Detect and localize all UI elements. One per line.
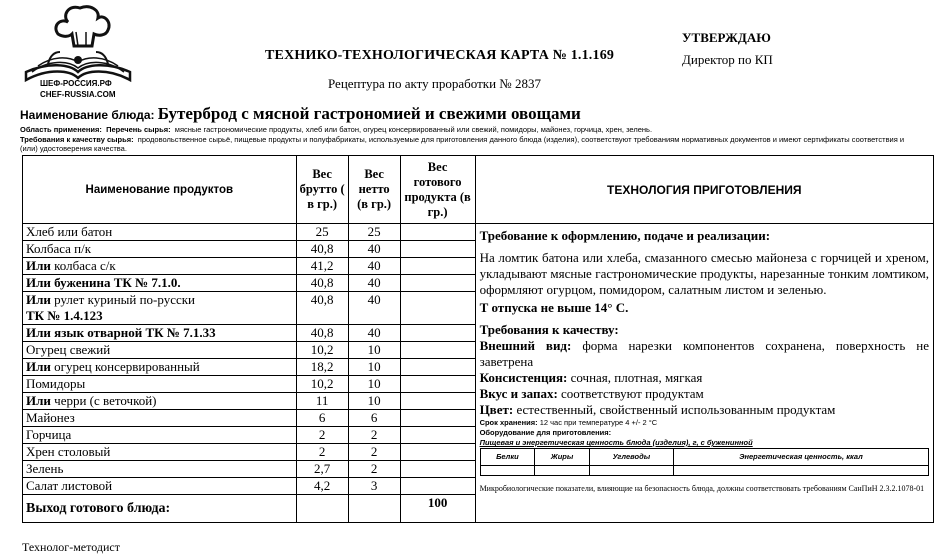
weight-gross: 4,2	[296, 478, 348, 495]
weight-net: 6	[348, 410, 400, 427]
weight-ready	[400, 478, 475, 495]
weight-gross: 41,2	[296, 258, 348, 275]
nutrition-table	[480, 448, 929, 476]
product-name	[23, 444, 297, 461]
weight-gross: 6	[296, 410, 348, 427]
col-name-header: Наименование продуктов	[23, 156, 297, 224]
weight-ready	[400, 427, 475, 444]
consistency-line	[480, 370, 929, 386]
color-line	[480, 402, 929, 418]
product-label: рулет куриный по-русски	[50, 292, 196, 307]
weight-ready	[400, 258, 475, 275]
col-net-header: Вес нетто (в гр.)	[348, 156, 400, 224]
appearance-line	[480, 338, 929, 370]
color-label: Цвет:	[479, 402, 514, 417]
weight-ready	[400, 410, 475, 427]
card-title: ТЕХНИКО-ТЕХНОЛОГИЧЕСКАЯ КАРТА № 1.1.169	[265, 48, 615, 63]
product-label: Салат листовой	[26, 478, 113, 493]
product-label: черри (с веточкой)	[50, 393, 157, 408]
weight-ready	[400, 359, 475, 376]
quality-title: Требования к качеству:	[479, 322, 619, 337]
director-label: Директор по КП	[682, 52, 773, 67]
weight-net: 10	[348, 359, 400, 376]
product-name	[23, 359, 297, 376]
product-label: Хлеб или батон	[26, 224, 113, 239]
quality-text: продовольственное сырьё, пищевые продукты и полуфабрикаты, используемые для приготовления данного блюда (изделия), соответствуют требованиям нормативных документов и имеют сертификаты соответствия и (или) удостоверения качества.	[20, 135, 905, 153]
weight-gross: 2	[296, 444, 348, 461]
weight-gross: 25	[296, 224, 348, 241]
weight-gross: 40,8	[296, 241, 348, 258]
weight-net: 40	[348, 275, 400, 292]
product-name	[23, 410, 297, 427]
weight-gross: 40,8	[296, 325, 348, 342]
product-name	[23, 275, 297, 292]
weight-net: 3	[348, 478, 400, 495]
product-name	[23, 478, 297, 495]
recipe-table	[22, 155, 934, 523]
output-value: 100	[400, 495, 475, 523]
weight-net: 2	[348, 461, 400, 478]
raw-label: Перечень сырья:	[106, 125, 171, 134]
weight-gross: 2,7	[296, 461, 348, 478]
weight-ready	[400, 342, 475, 359]
table-row	[23, 224, 934, 241]
product-label: Колбаса п/к	[26, 241, 92, 256]
scope-line	[20, 125, 920, 134]
nutrition-col: Энергетическая ценность, ккал	[673, 449, 928, 466]
product-name	[23, 393, 297, 410]
product-label: Горчица	[26, 427, 72, 442]
weight-gross: 10,2	[296, 342, 348, 359]
weight-net: 2	[348, 427, 400, 444]
weight-gross: 11	[296, 393, 348, 410]
weight-gross: 2	[296, 427, 348, 444]
dish-label: Наименование блюда:	[20, 108, 155, 122]
quality-label: Требования к качеству сырья:	[20, 135, 134, 144]
weight-ready	[400, 444, 475, 461]
product-label: колбаса с/к	[50, 258, 116, 273]
logo-text-en: CHEF-RUSSIA.COM	[40, 90, 116, 99]
or-prefix: Или	[26, 393, 51, 408]
weight-gross: 18,2	[296, 359, 348, 376]
weight-gross: 10,2	[296, 376, 348, 393]
weight-ready	[400, 275, 475, 292]
technologist-label: Технолог-методист	[22, 540, 120, 554]
nutrition-col: Углеводы	[589, 449, 673, 466]
serving-title: Требование к оформлению, подаче и реализации:	[479, 228, 771, 243]
weight-net: 25	[348, 224, 400, 241]
product-label-line2: ТК № 1.4.123	[26, 308, 103, 323]
serving-text: На ломтик батона или хлеба, смазанного смесью майонеза с горчицей и хреном, укладывают мясные гастрономические продукты, нарезанные тонким ломтиком, оформляют огурцом, помидором, салатным листом и зеленью.	[479, 250, 929, 297]
serving-temp: Т отпуска не выше 14° С.	[479, 300, 629, 315]
col-ready-header: Вес готового продукта (в гр.)	[400, 156, 475, 224]
dish-name: Бутерброд с мясной гастрономией и свежими овощами	[157, 104, 581, 123]
or-prefix: Или	[26, 359, 51, 374]
header-row	[23, 156, 934, 224]
dish-line	[20, 104, 581, 124]
weight-ready	[400, 224, 475, 241]
weight-gross: 40,8	[296, 275, 348, 292]
storage-line	[480, 418, 929, 428]
equipment-label: Оборудование для приготовления:	[479, 428, 612, 437]
weight-ready	[400, 461, 475, 478]
approve-label: УТВЕРЖДАЮ	[682, 30, 771, 45]
product-label: Зелень	[26, 461, 64, 476]
storage-text: 12 час при температуре 4 +/- 2 °С	[537, 418, 658, 427]
recipe-act: Рецептура по акту проработки № 2837	[328, 76, 541, 91]
raw-text: мясные гастрономические продукты, хлеб или батон, огурец консервированный или свежий, помидоры, майонез, горчица, хрен, зелень.	[174, 125, 653, 134]
product-name	[23, 325, 297, 342]
consistency-text: сочная, плотная, мягкая	[567, 370, 703, 385]
appearance-text: форма нарезки компонентов сохранена, поверхность не заветрена	[479, 338, 929, 369]
weight-net: 2	[348, 444, 400, 461]
weight-net: 10	[348, 342, 400, 359]
micro-text: Микробиологические показатели, влияющие на безопасность блюда, должны соответствовать требованиям СанПиН 2.3.2.1078-01	[479, 484, 925, 493]
product-label: огурец консервированный	[50, 359, 200, 374]
weight-net: 40	[348, 292, 400, 325]
logo-text-ru: ШЕФ-РОССИЯ.РФ	[40, 79, 112, 88]
or-prefix: Или	[26, 325, 51, 340]
product-name	[23, 427, 297, 444]
weight-net: 10	[348, 376, 400, 393]
consistency-label: Консистенция:	[479, 370, 568, 385]
product-name	[23, 461, 297, 478]
product-label: Майонез	[26, 410, 75, 425]
quality-line	[20, 135, 920, 153]
weight-net: 10	[348, 393, 400, 410]
color-text: естественный, свойственный использованным продуктам	[513, 402, 836, 417]
or-prefix: Или	[26, 292, 51, 307]
output-net	[348, 495, 400, 523]
col-tech-header: ТЕХНОЛОГИЯ ПРИГОТОВЛЕНИЯ	[475, 156, 933, 224]
weight-net: 40	[348, 258, 400, 275]
product-name	[23, 376, 297, 393]
technology-cell	[475, 224, 933, 523]
weight-ready	[400, 376, 475, 393]
weight-ready	[400, 241, 475, 258]
or-prefix: Или	[26, 275, 51, 290]
taste-line	[480, 386, 929, 402]
product-label: язык отварной ТК № 7.1.33	[50, 325, 216, 340]
product-name	[23, 224, 297, 241]
product-label: Огурец свежий	[26, 342, 111, 357]
or-prefix: Или	[26, 258, 51, 273]
weight-gross: 40,8	[296, 292, 348, 325]
nutrition-col: Жиры	[535, 449, 590, 466]
taste-text: соответствуют продуктам	[557, 386, 704, 401]
scope-label: Область применения:	[20, 125, 102, 134]
storage-label: Срок хранения:	[479, 418, 538, 427]
weight-net: 40	[348, 241, 400, 258]
weight-ready	[400, 393, 475, 410]
output-label: Выход готового блюда:	[23, 495, 297, 523]
col-gross-header: Вес брутто ( в гр.)	[296, 156, 348, 224]
product-name	[23, 258, 297, 275]
product-label: буженина ТК № 7.1.0.	[50, 275, 181, 290]
nutrition-title: Пищевая и энергетическая ценность блюда (изделия), г, с буженинной	[479, 438, 753, 447]
taste-label: Вкус и запах:	[479, 386, 558, 401]
weight-ready	[400, 325, 475, 342]
product-name	[23, 342, 297, 359]
product-name	[23, 241, 297, 258]
product-label: Хрен столовый	[26, 444, 111, 459]
output-gross	[296, 495, 348, 523]
appearance-label: Внешний вид:	[479, 338, 572, 353]
weight-ready	[400, 292, 475, 325]
product-name	[23, 292, 297, 325]
product-label: Помидоры	[26, 376, 86, 391]
nutrition-col: Белки	[480, 449, 535, 466]
weight-net: 40	[348, 325, 400, 342]
